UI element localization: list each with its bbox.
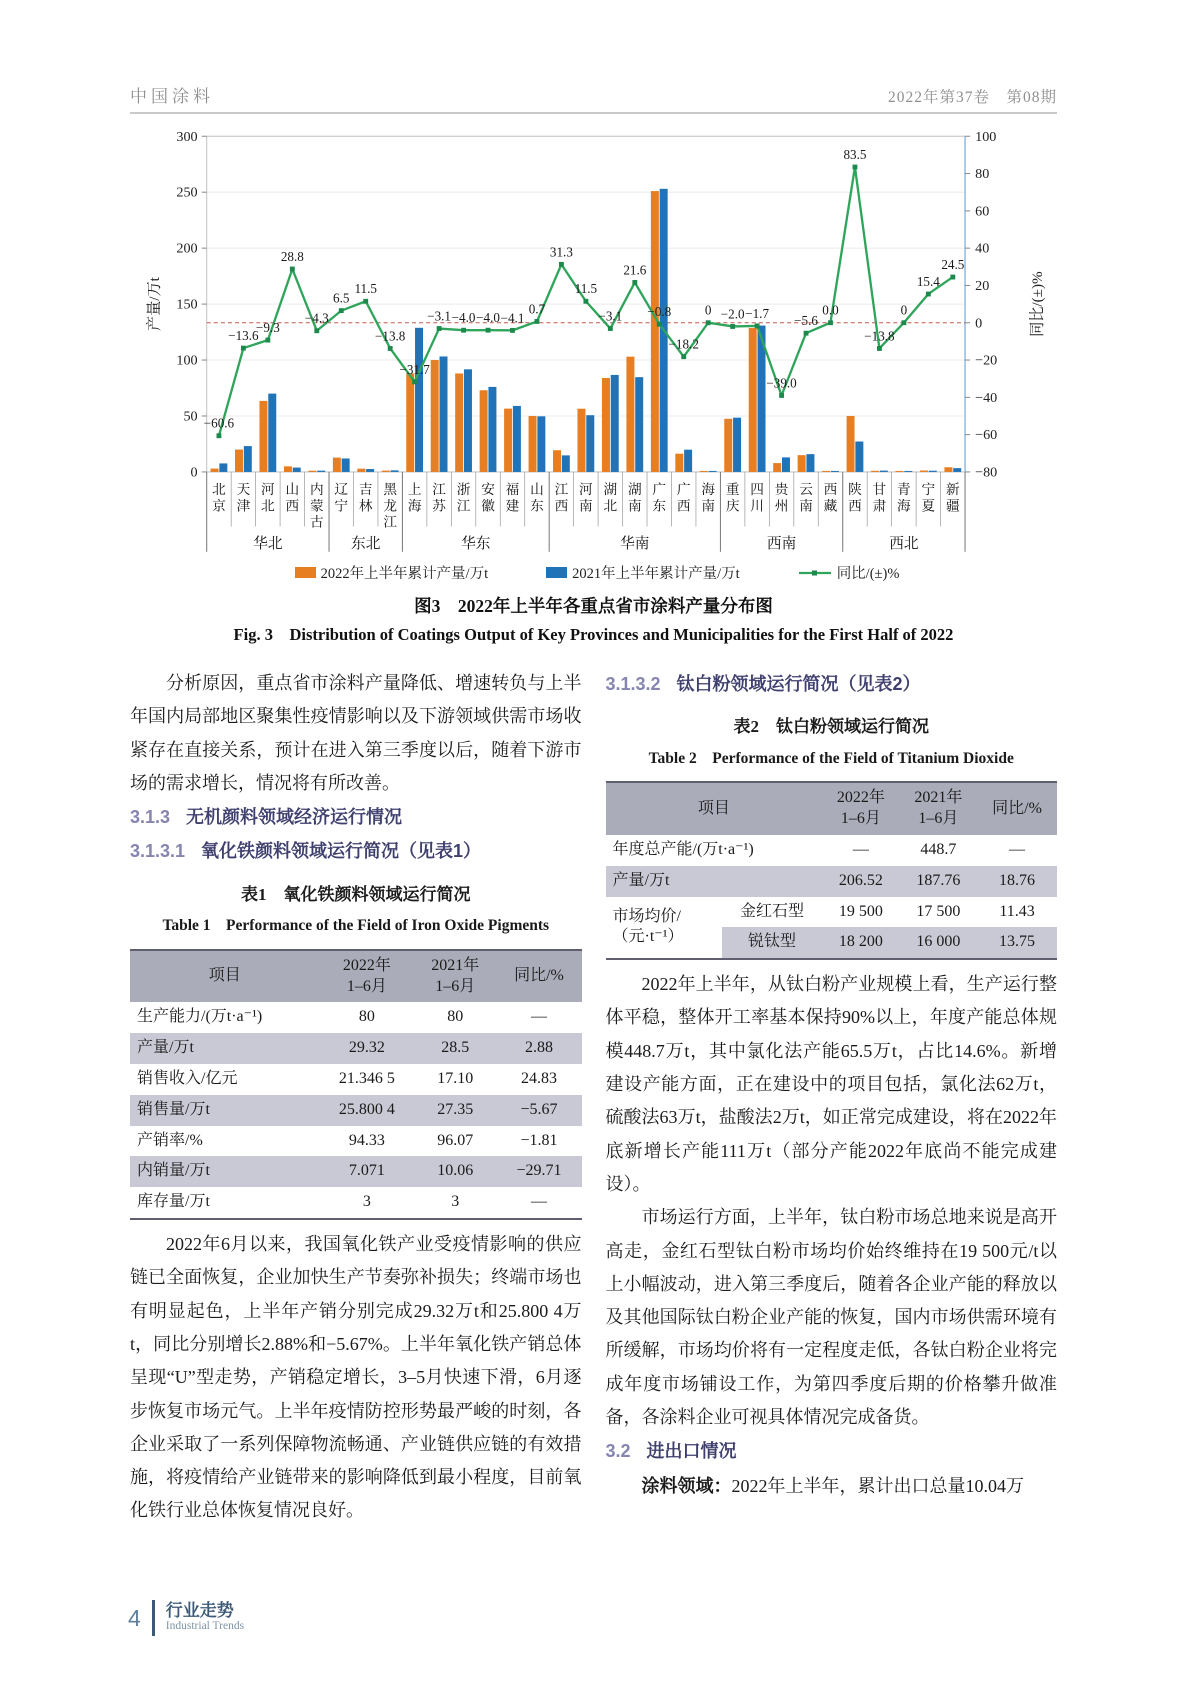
x-tick-label: 吉林 bbox=[358, 482, 373, 514]
line-marker bbox=[265, 338, 270, 343]
line-marker bbox=[559, 262, 564, 267]
line-marker bbox=[314, 328, 319, 333]
bar-2022 bbox=[895, 471, 903, 472]
bar-2022 bbox=[431, 360, 439, 472]
x-tick-label: 福建 bbox=[505, 482, 520, 514]
legend-label-yoy: 同比/(±)% bbox=[836, 566, 900, 582]
bar-2021 bbox=[904, 471, 912, 472]
right-axis-title: 同比/(±)% bbox=[1028, 271, 1046, 337]
line-marker bbox=[632, 280, 637, 285]
table2-titanium-dioxide bbox=[606, 781, 1058, 960]
bar-2021 bbox=[880, 471, 888, 472]
column-header: 2022年 1–6月 bbox=[836, 789, 885, 828]
line-data-label: −13.8 bbox=[864, 328, 895, 344]
line-marker bbox=[241, 346, 246, 351]
section-heading-3-2 bbox=[606, 1435, 1058, 1468]
line-data-label: 0 bbox=[704, 302, 712, 318]
bar-2022 bbox=[382, 471, 390, 472]
left-axis-tick-label: 250 bbox=[176, 184, 198, 201]
bar-2021 bbox=[635, 377, 643, 472]
x-tick-label: 广东 bbox=[652, 482, 667, 514]
x-tick-label: 贵州 bbox=[774, 482, 789, 514]
bar-2021 bbox=[611, 375, 619, 472]
x-tick-label: 湖南 bbox=[627, 482, 642, 514]
table-cell: −5.67 bbox=[520, 1100, 558, 1118]
column-header: 2022年 1–6月 bbox=[342, 956, 391, 995]
line-data-label: −5.6 bbox=[794, 313, 818, 329]
table-cell: 锐钛型 bbox=[747, 933, 796, 951]
table2-title-cn: 表2 钛白粉领域运行简况 bbox=[733, 717, 929, 737]
left-column bbox=[130, 667, 582, 1528]
bar-2021 bbox=[806, 454, 814, 472]
table-cell: 产量/万t bbox=[137, 1039, 194, 1057]
line-marker bbox=[828, 320, 833, 325]
x-tick-label: 山东 bbox=[530, 482, 544, 514]
line-marker bbox=[461, 328, 466, 333]
line-marker bbox=[217, 433, 222, 438]
line-data-label: −39.0 bbox=[766, 375, 797, 391]
footer-section-en: Industrial Trends bbox=[165, 1620, 245, 1633]
figure-caption-cn: 图3 2022年上半年各重点省市涂料产量分布图 bbox=[414, 596, 773, 616]
region-group-label: 西北 bbox=[889, 535, 919, 552]
x-tick-label: 河北 bbox=[261, 482, 275, 514]
line-marker bbox=[363, 299, 368, 304]
line-marker bbox=[657, 322, 662, 327]
region-group-label: 华北 bbox=[253, 535, 283, 552]
bar-2021 bbox=[855, 441, 863, 471]
table-cell: 27.35 bbox=[437, 1100, 474, 1118]
line-data-label: −13.8 bbox=[374, 328, 406, 344]
line-marker bbox=[853, 165, 858, 170]
x-tick-label: 黑龙江 bbox=[383, 482, 398, 530]
section-heading-3-1-3 bbox=[130, 801, 582, 834]
table-row bbox=[606, 866, 1058, 897]
line-data-label: −18.2 bbox=[668, 336, 699, 352]
table-cell: 206.52 bbox=[838, 871, 883, 889]
line-data-label: −4.0 bbox=[476, 310, 500, 326]
section-number: 3.1.3.2 bbox=[605, 674, 661, 694]
table-row bbox=[130, 1126, 582, 1157]
line-data-label: 21.6 bbox=[623, 262, 647, 278]
table-row bbox=[130, 1064, 582, 1095]
left-axis-tick-label: 200 bbox=[176, 240, 198, 257]
line-data-label: −9.3 bbox=[255, 319, 280, 335]
section-number: 3.2 bbox=[605, 1441, 631, 1462]
table2-title-en: Table 2 Performance of the Field of Titanium Dioxide bbox=[648, 749, 1014, 767]
paragraph-analysis: 分析原因，重点省市涂料产量降低、增速转负与上半年国内局部地区聚集性疫情影响以及下游领域供需市场收紧存在直接关系，预计在进入第三季度以后，随着下游市场的需求增长，情况将有所改善。 bbox=[130, 673, 582, 793]
table-cell: 生产能力/(万t·a⁻¹) bbox=[137, 1008, 263, 1026]
x-tick-label: 辽宁 bbox=[334, 482, 349, 514]
table-cell: 销售收入/亿元 bbox=[137, 1070, 238, 1088]
line-data-label: 0.0 bbox=[822, 302, 839, 318]
line-data-label: −4.3 bbox=[304, 310, 329, 326]
bar-2022 bbox=[626, 357, 634, 472]
table1-iron-oxide-pigments bbox=[130, 949, 582, 1220]
bar-2021 bbox=[488, 387, 496, 472]
production-distribution-chart bbox=[142, 126, 1052, 557]
bar-2021 bbox=[586, 415, 594, 472]
line-data-label: 28.8 bbox=[280, 248, 304, 264]
line-data-label: −13.6 bbox=[228, 328, 259, 344]
table-cell: 3 bbox=[362, 1193, 371, 1211]
table-cell: 2.88 bbox=[524, 1039, 553, 1057]
x-tick-label: 江西 bbox=[554, 482, 569, 514]
table-cell: 16 000 bbox=[916, 933, 961, 951]
table-cell: 96.07 bbox=[437, 1131, 474, 1149]
table1-title-en: Table 1 Performance of the Field of Iron Oxide Pigments bbox=[162, 917, 550, 935]
x-tick-label: 宁夏 bbox=[921, 482, 936, 514]
line-data-label: −31.7 bbox=[399, 361, 430, 377]
two-column-body bbox=[130, 667, 1057, 1528]
bar-2021 bbox=[293, 468, 301, 472]
bar-2021 bbox=[219, 463, 227, 472]
bar-2022 bbox=[749, 328, 757, 472]
chart-legend bbox=[142, 562, 1052, 583]
line-data-label: 83.5 bbox=[843, 146, 867, 162]
bar-2021 bbox=[342, 459, 350, 472]
x-tick-label: 安徽 bbox=[481, 482, 495, 514]
table1-title-cn: 表1 氧化铁颜料领域运行简况 bbox=[241, 884, 471, 904]
line-data-label: 0.7 bbox=[528, 301, 546, 317]
bar-2022 bbox=[602, 378, 610, 472]
x-tick-label: 内蒙古 bbox=[309, 482, 324, 530]
legend-line-marker bbox=[798, 567, 832, 579]
bar-2022 bbox=[847, 416, 855, 472]
bar-2022 bbox=[406, 373, 414, 471]
bar-2022 bbox=[651, 191, 659, 472]
left-axis-tick-label: 150 bbox=[176, 296, 198, 313]
left-axis-tick-label: 50 bbox=[183, 408, 198, 425]
x-tick-label: 新疆 bbox=[945, 482, 960, 514]
x-axis-labels bbox=[207, 472, 965, 552]
table-cell: 21.346 5 bbox=[338, 1070, 395, 1088]
line-marker bbox=[681, 354, 686, 359]
bar-2022 bbox=[333, 458, 341, 472]
line-marker bbox=[339, 308, 344, 313]
table-cell: 年度总产能/(万t·a⁻¹) bbox=[612, 841, 754, 858]
table-cell: 3 bbox=[451, 1193, 460, 1211]
x-tick-label: 陕西 bbox=[848, 482, 862, 514]
line-marker bbox=[877, 346, 882, 351]
table-cell: 库存量/万t bbox=[137, 1193, 210, 1211]
table-cell: 28.5 bbox=[441, 1039, 470, 1057]
right-axis-tick-label: −20 bbox=[975, 352, 998, 369]
line-data-label: −3.1 bbox=[427, 308, 452, 324]
section-heading-3-1-3-1 bbox=[130, 835, 582, 868]
table-cell: 内销量/万t bbox=[137, 1162, 210, 1180]
section-title: 钛白粉领域运行简况（见表2） bbox=[676, 674, 921, 694]
yoy-line bbox=[204, 147, 965, 438]
table-cell: 产量/万t bbox=[612, 871, 670, 889]
bar-2022 bbox=[773, 463, 781, 472]
bar-2022 bbox=[871, 471, 879, 472]
journal-page bbox=[0, 82, 1187, 1682]
line-marker bbox=[779, 393, 784, 398]
line-marker bbox=[510, 328, 515, 333]
table-cell: 金红石型 bbox=[739, 902, 804, 920]
paragraph-iron-oxide: 2022年6月以来，我国氧化铁产业受疫情影响的供应链已全面恢复，企业加快生产节奏弥补损失；终端市场也有明显起色，上半年产销分别完成29.32万t和25.800 4万t，同比分别增长2.88%和−5.67%。上半年氧化铁产销总体呈现“U”型走势，产销稳定增长，3–5月快速下滑，6月逐步恢复市场元气。上半年疫情防控形势最严峻的时刻，各企业采取了一系列保障物流畅通、产业链供应链的有效措施，将疫情给产业链带来的影响降低到最小程度，目前氧化铁行业总体恢复情况良好。 bbox=[130, 1234, 582, 1521]
left-axis-tick-label: 100 bbox=[176, 352, 198, 369]
paragraph-import-export: 涂料领域：2022年上半年，累计出口总量10.04万 bbox=[641, 1475, 1024, 1496]
bar-2021 bbox=[415, 328, 423, 472]
table-cell: 80 bbox=[358, 1008, 375, 1026]
bar-2021 bbox=[440, 356, 448, 471]
table-header-row bbox=[606, 782, 1058, 835]
bar-2022 bbox=[211, 469, 219, 472]
line-marker bbox=[388, 346, 393, 351]
right-axis-tick-label: −60 bbox=[975, 427, 998, 444]
table-cell: 17 500 bbox=[916, 902, 961, 920]
x-tick-label: 四川 bbox=[750, 482, 764, 514]
line-marker bbox=[950, 275, 955, 280]
line-data-label: 31.3 bbox=[549, 244, 573, 260]
x-tick-label: 甘肃 bbox=[872, 482, 887, 514]
column-header: 2021年 1–6月 bbox=[914, 789, 963, 828]
line-data-label: −2.0 bbox=[720, 306, 745, 322]
table-row bbox=[130, 1002, 582, 1033]
bar-2022 bbox=[553, 450, 561, 472]
line-marker bbox=[290, 267, 295, 272]
line-marker bbox=[412, 379, 417, 384]
table-cell: 187.76 bbox=[916, 871, 961, 889]
x-tick-label: 上海 bbox=[407, 482, 422, 514]
table-cell: 17.10 bbox=[437, 1070, 474, 1088]
bar-2022 bbox=[284, 466, 292, 472]
table-cell: 10.06 bbox=[437, 1162, 474, 1180]
legend-item-2021 bbox=[546, 562, 740, 583]
table-cell: 94.33 bbox=[348, 1131, 385, 1149]
line-data-label: −4.1 bbox=[500, 310, 525, 326]
bar-2022 bbox=[259, 401, 267, 472]
column-header: 同比/% bbox=[514, 967, 564, 985]
bar-2021 bbox=[391, 470, 399, 472]
table-row bbox=[130, 1156, 582, 1187]
column-header: 2021年 1–6月 bbox=[431, 956, 480, 995]
line-marker bbox=[486, 328, 491, 333]
bar-2022 bbox=[724, 419, 732, 472]
bar-2022 bbox=[798, 455, 806, 472]
table-cell: 19 500 bbox=[838, 902, 883, 920]
bar-2021 bbox=[537, 416, 545, 472]
bar-2021 bbox=[782, 457, 790, 472]
line-data-label: −1.7 bbox=[745, 305, 770, 321]
table-cell: 18 200 bbox=[838, 933, 883, 951]
footer-section-cn: 行业走势 bbox=[165, 1600, 234, 1620]
bar-2021 bbox=[513, 406, 521, 472]
legend-item-2022 bbox=[295, 562, 489, 583]
legend-swatch-2021 bbox=[546, 567, 567, 578]
legend-label-2022: 2022年上半年累计产量/万t bbox=[320, 566, 489, 582]
right-column bbox=[606, 667, 1058, 1528]
bar-2021 bbox=[709, 471, 717, 472]
issue-info: 2022年第37卷 第08期 bbox=[887, 89, 1057, 106]
x-tick-label: 西藏 bbox=[823, 482, 838, 514]
table-cell: 7.071 bbox=[348, 1162, 385, 1180]
table-cell: 13.75 bbox=[999, 933, 1036, 951]
right-axis-tick-label: −80 bbox=[975, 464, 998, 481]
bar-2021 bbox=[953, 468, 961, 472]
bar-2022 bbox=[920, 470, 928, 471]
legend-item-yoy bbox=[798, 562, 900, 583]
region-group-label: 华南 bbox=[620, 535, 650, 552]
line-data-label: −3.1 bbox=[598, 308, 623, 324]
left-axis-title: 产量/万t bbox=[146, 277, 164, 332]
x-tick-label: 河南 bbox=[579, 482, 593, 514]
section-title: 氧化铁颜料领域运行简况（见表1） bbox=[201, 841, 482, 862]
bar-2021 bbox=[831, 471, 839, 472]
line-marker bbox=[706, 320, 711, 325]
x-tick-label: 云南 bbox=[799, 482, 813, 514]
bar-2022 bbox=[308, 471, 316, 472]
table-cell: — bbox=[1009, 841, 1026, 858]
right-axis-tick-label: 40 bbox=[975, 240, 990, 257]
section-title: 进出口情况 bbox=[646, 1441, 737, 1462]
bar-2021 bbox=[244, 446, 252, 472]
table-cell: 24.83 bbox=[520, 1070, 557, 1088]
x-tick-label: 江苏 bbox=[432, 482, 446, 514]
table-cell: 市场均价/ （元·t⁻¹） bbox=[606, 897, 722, 960]
table-cell: 11.43 bbox=[999, 902, 1035, 920]
bar-2021 bbox=[366, 469, 374, 472]
x-tick-label: 湖北 bbox=[603, 482, 618, 514]
right-axis-tick-label: 60 bbox=[975, 203, 990, 220]
footer-section bbox=[166, 1602, 244, 1634]
table-cell: — bbox=[530, 1193, 547, 1211]
bar-2022 bbox=[480, 390, 488, 472]
x-tick-label: 青海 bbox=[897, 482, 911, 514]
section-number: 3.1.3 bbox=[130, 807, 171, 828]
line-data-label: −60.6 bbox=[203, 415, 235, 431]
table-header-row bbox=[130, 950, 582, 1003]
right-axis-tick-label: 0 bbox=[975, 315, 983, 332]
table-row bbox=[606, 835, 1058, 866]
line-marker bbox=[901, 320, 906, 325]
right-axis-tick-label: 100 bbox=[975, 128, 997, 145]
region-group-label: 华东 bbox=[461, 535, 491, 552]
table-cell: 80 bbox=[447, 1008, 464, 1026]
legend-label-2021: 2021年上半年累计产量/万t bbox=[572, 566, 740, 582]
paragraph-tio2-capacity: 2022年上半年，从钛白粉产业规模上看，生产运行整体平稳，整体开工率基本保持90%以上，年度产能总体规模448.7万t，其中氯化法产能65.5万t，占比14.6%。新增建设产能方面，正在建设中的项目包括，氯化法62万t，硫酸法63万t，盐酸法2万t，如正常完成建设，将在2022年底新增长产能111万t（部分产能2022年底尚不能完成建设）。 bbox=[605, 974, 1057, 1194]
figure-caption-en: Fig. 3 Distribution of Coatings Output of Key Provinces and Municipalities for the First Half of 2022 bbox=[233, 625, 954, 644]
column-header: 项目 bbox=[697, 799, 730, 817]
journal-name: 中国涂料 bbox=[130, 87, 214, 106]
region-group-label: 东北 bbox=[351, 535, 381, 552]
section-number: 3.1.3.1 bbox=[130, 841, 186, 862]
x-tick-label: 北京 bbox=[212, 482, 226, 514]
table-cell: 448.7 bbox=[920, 841, 957, 858]
bar-2022 bbox=[504, 409, 512, 472]
paragraph-tio2-market: 市场运行方面，上半年，钛白粉市场总地来说是高开高走，金红石型钛白粉市场均价始终维持在19 500元/t以上小幅波动，进入第三季度后，随着各企业产能的释放以及其他国际钛白粉企业产能的恢复，国内市场供需环境有所缓解，市场均价将有一定程度走低，各钛白粉企业将完成年度市场铺设工作，为第四季度后期的价格攀升做准备，各涂料企业可视具体情况完成备货。 bbox=[605, 1207, 1057, 1428]
bar-2021 bbox=[268, 394, 276, 472]
region-group-label: 西南 bbox=[766, 535, 797, 552]
page-number: 4 bbox=[128, 1604, 141, 1631]
table-cell: 29.32 bbox=[348, 1039, 385, 1057]
x-tick-label: 广西 bbox=[676, 482, 691, 514]
line-marker bbox=[926, 292, 931, 297]
table-row bbox=[606, 897, 1058, 928]
table-cell: 产销率/% bbox=[137, 1131, 203, 1149]
line-data-label: −0.8 bbox=[647, 304, 672, 320]
bar-2022 bbox=[577, 409, 585, 472]
bar-2022 bbox=[357, 469, 365, 472]
line-marker bbox=[755, 323, 760, 328]
line-marker bbox=[608, 326, 613, 331]
bar-2022 bbox=[675, 454, 683, 472]
bar-2021 bbox=[733, 418, 741, 472]
line-data-label: 0 bbox=[900, 302, 908, 318]
column-header: 同比/% bbox=[992, 799, 1042, 817]
line-marker bbox=[437, 326, 442, 331]
x-tick-label: 海南 bbox=[701, 482, 716, 514]
line-data-label: 15.4 bbox=[916, 273, 940, 289]
line-marker bbox=[804, 331, 809, 336]
line-data-label: 11.5 bbox=[574, 281, 598, 297]
line-marker bbox=[583, 299, 588, 304]
bar-2022 bbox=[700, 471, 708, 472]
bar-2021 bbox=[929, 471, 937, 472]
line-data-label: −4.0 bbox=[451, 310, 476, 326]
x-tick-label: 重庆 bbox=[725, 482, 740, 514]
bar-2022 bbox=[455, 373, 463, 471]
bar-2021 bbox=[317, 471, 325, 472]
line-marker bbox=[535, 319, 540, 324]
line-marker bbox=[730, 324, 735, 329]
line-data-label: 11.5 bbox=[354, 281, 377, 297]
left-axis-tick-label: 300 bbox=[176, 128, 198, 145]
bar-2021 bbox=[464, 369, 472, 472]
table-row bbox=[130, 1187, 582, 1219]
x-tick-label: 浙江 bbox=[456, 482, 471, 514]
table-cell: 销售量/万t bbox=[137, 1100, 210, 1118]
left-axis-tick-label: 0 bbox=[190, 464, 198, 481]
right-axis-tick-label: 80 bbox=[975, 166, 990, 183]
gridlines bbox=[207, 192, 965, 416]
table-row bbox=[130, 1033, 582, 1064]
column-header: 项目 bbox=[208, 967, 241, 985]
paragraph-lead: 涂料领域： bbox=[641, 1475, 732, 1496]
footer-divider bbox=[152, 1600, 155, 1636]
legend-swatch-2022 bbox=[295, 567, 316, 578]
bar-2021 bbox=[562, 455, 570, 472]
bar-2022 bbox=[529, 416, 537, 472]
line-data-label: 6.5 bbox=[333, 290, 350, 306]
table-cell: — bbox=[530, 1008, 547, 1026]
bar-2022 bbox=[235, 450, 243, 472]
section-heading-3-1-3-2 bbox=[606, 668, 1058, 701]
table-cell: 18.76 bbox=[999, 871, 1036, 889]
figure3-chart bbox=[142, 126, 1052, 562]
bar-2021 bbox=[684, 450, 692, 472]
page-header bbox=[130, 82, 1057, 114]
bars-2022 bbox=[211, 191, 953, 472]
right-axis-tick-label: 20 bbox=[975, 277, 990, 294]
x-tick-label: 山西 bbox=[285, 482, 300, 514]
bar-2022 bbox=[944, 467, 952, 472]
table-cell: 25.800 4 bbox=[338, 1100, 395, 1118]
bar-2022 bbox=[822, 471, 830, 472]
table-cell: −1.81 bbox=[520, 1131, 558, 1149]
x-tick-label: 天津 bbox=[236, 482, 251, 514]
right-axis-tick-label: −40 bbox=[975, 389, 998, 406]
table-cell: −29.71 bbox=[516, 1162, 562, 1180]
table-cell: — bbox=[852, 841, 869, 858]
page-footer bbox=[128, 1600, 244, 1636]
section-title: 无机颜料领域经济运行情况 bbox=[186, 807, 403, 828]
line-data-label: 24.5 bbox=[941, 256, 965, 272]
table-row bbox=[130, 1095, 582, 1126]
